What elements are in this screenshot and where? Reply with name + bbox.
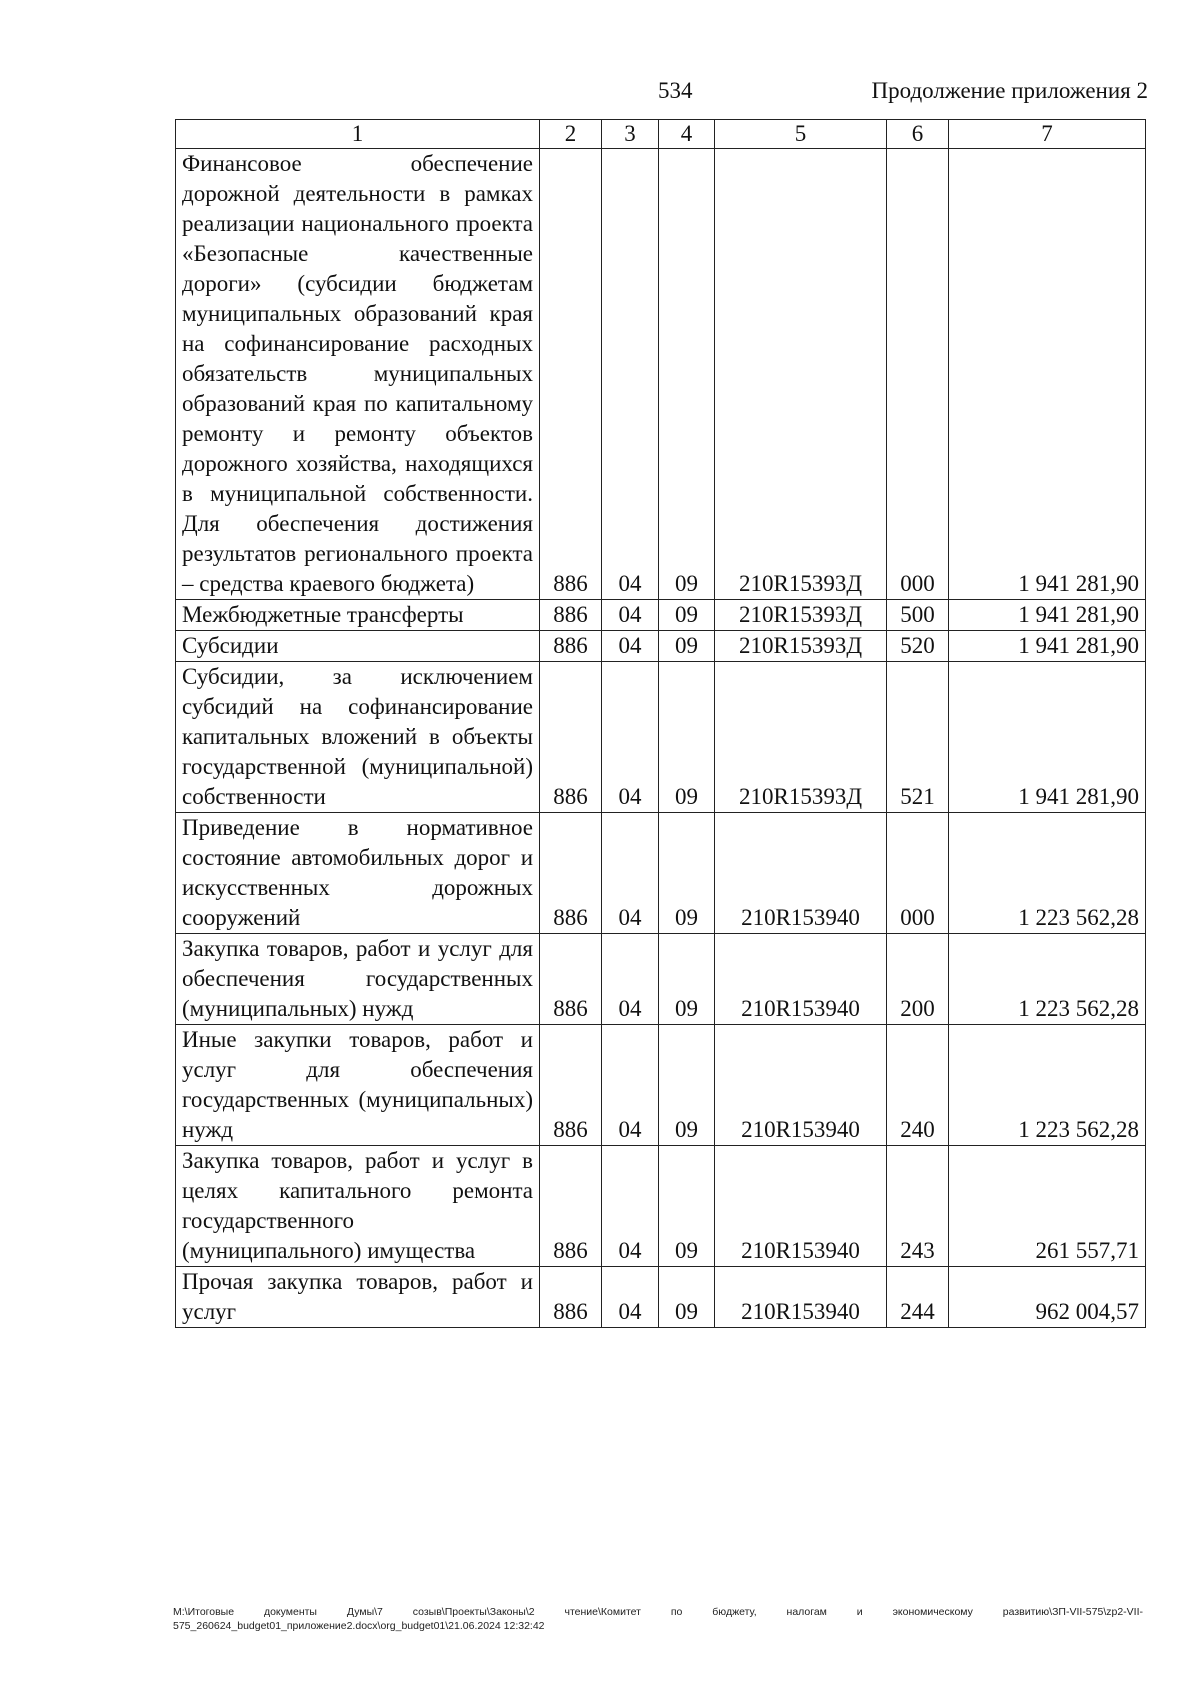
expense-type-code: 520 bbox=[887, 631, 949, 662]
document-file-path: M:\Итоговые документы Думы\7 созыв\Проекты\Законы\2 чтение\Комитет по бюджету, налогам и экономическому развитию\ЗП-VII-575\zp2-VII-575_260624_budget01_приложение2.docx\org_budget01\21.06.2024 12:32:42 bbox=[173, 1606, 1143, 1632]
column-header: 5 bbox=[715, 120, 887, 149]
column-header: 4 bbox=[659, 120, 715, 149]
expense-type-code: 521 bbox=[887, 662, 949, 813]
amount: 1 941 281,90 bbox=[949, 662, 1146, 813]
subsection-code: 09 bbox=[659, 149, 715, 600]
ministry-code: 886 bbox=[540, 149, 602, 600]
amount: 1 223 562,28 bbox=[949, 1025, 1146, 1146]
expense-type-code: 240 bbox=[887, 1025, 949, 1146]
column-number-row bbox=[176, 120, 1146, 149]
subsection-code: 09 bbox=[659, 631, 715, 662]
expense-name: Субсидии bbox=[176, 631, 540, 662]
target-code: 210R153940 bbox=[715, 813, 887, 934]
ministry-code: 886 bbox=[540, 1025, 602, 1146]
table-row bbox=[176, 1267, 1146, 1328]
section-code: 04 bbox=[602, 631, 659, 662]
target-code: 210R153940 bbox=[715, 1146, 887, 1267]
section-code: 04 bbox=[602, 149, 659, 600]
section-code: 04 bbox=[602, 1025, 659, 1146]
column-header: 3 bbox=[602, 120, 659, 149]
expense-type-code: 000 bbox=[887, 813, 949, 934]
expense-name: Приведение в нормативное состояние автомобильных дорог и искусственных дорожных сооружений bbox=[176, 813, 540, 934]
section-code: 04 bbox=[602, 662, 659, 813]
amount: 1 223 562,28 bbox=[949, 934, 1146, 1025]
expense-name: Закупка товаров, работ и услуг в целях капитального ремонта государственного (муниципального) имущества bbox=[176, 1146, 540, 1267]
table-row bbox=[176, 813, 1146, 934]
section-code: 04 bbox=[602, 1146, 659, 1267]
target-code: 210R15393Д bbox=[715, 600, 887, 631]
ministry-code: 886 bbox=[540, 662, 602, 813]
expense-name: Субсидии, за исключением субсидий на софинансирование капитальных вложений в объекты государственной (муниципальной) собственности bbox=[176, 662, 540, 813]
subsection-code: 09 bbox=[659, 1025, 715, 1146]
subsection-code: 09 bbox=[659, 662, 715, 813]
table-row bbox=[176, 662, 1146, 813]
target-code: 210R15393Д bbox=[715, 149, 887, 600]
expense-name: Прочая закупка товаров, работ и услуг bbox=[176, 1267, 540, 1328]
budget-table bbox=[175, 119, 1146, 1328]
expense-type-code: 243 bbox=[887, 1146, 949, 1267]
expense-name: Межбюджетные трансферты bbox=[176, 600, 540, 631]
amount: 261 557,71 bbox=[949, 1146, 1146, 1267]
ministry-code: 886 bbox=[540, 1267, 602, 1328]
column-header: 1 bbox=[176, 120, 540, 149]
ministry-code: 886 bbox=[540, 1146, 602, 1267]
expense-name: Иные закупки товаров, работ и услуг для обеспечения государственных (муниципальных) нужд bbox=[176, 1025, 540, 1146]
column-header: 2 bbox=[540, 120, 602, 149]
table-row bbox=[176, 1146, 1146, 1267]
amount: 962 004,57 bbox=[949, 1267, 1146, 1328]
ministry-code: 886 bbox=[540, 934, 602, 1025]
ministry-code: 886 bbox=[540, 813, 602, 934]
expense-type-code: 500 bbox=[887, 600, 949, 631]
continuation-heading: Продолжение приложения 2 bbox=[871, 78, 1148, 103]
expense-type-code: 000 bbox=[887, 149, 949, 600]
table-row bbox=[176, 1025, 1146, 1146]
subsection-code: 09 bbox=[659, 1267, 715, 1328]
page-number: 534 bbox=[658, 78, 693, 103]
table-row bbox=[176, 149, 1146, 600]
amount: 1 941 281,90 bbox=[949, 631, 1146, 662]
target-code: 210R153940 bbox=[715, 1267, 887, 1328]
amount: 1 223 562,28 bbox=[949, 813, 1146, 934]
amount: 1 941 281,90 bbox=[949, 600, 1146, 631]
column-header: 7 bbox=[949, 120, 1146, 149]
target-code: 210R15393Д bbox=[715, 631, 887, 662]
target-code: 210R153940 bbox=[715, 1025, 887, 1146]
subsection-code: 09 bbox=[659, 600, 715, 631]
column-header: 6 bbox=[887, 120, 949, 149]
table-row bbox=[176, 934, 1146, 1025]
target-code: 210R153940 bbox=[715, 934, 887, 1025]
target-code: 210R15393Д bbox=[715, 662, 887, 813]
ministry-code: 886 bbox=[540, 600, 602, 631]
subsection-code: 09 bbox=[659, 813, 715, 934]
subsection-code: 09 bbox=[659, 1146, 715, 1267]
section-code: 04 bbox=[602, 813, 659, 934]
ministry-code: 886 bbox=[540, 631, 602, 662]
subsection-code: 09 bbox=[659, 934, 715, 1025]
amount: 1 941 281,90 bbox=[949, 149, 1146, 600]
table-row bbox=[176, 600, 1146, 631]
expense-name: Закупка товаров, работ и услуг для обеспечения государственных (муниципальных) нужд bbox=[176, 934, 540, 1025]
section-code: 04 bbox=[602, 934, 659, 1025]
section-code: 04 bbox=[602, 600, 659, 631]
expense-type-code: 200 bbox=[887, 934, 949, 1025]
expense-type-code: 244 bbox=[887, 1267, 949, 1328]
table-row bbox=[176, 631, 1146, 662]
expense-name: Финансовое обеспечение дорожной деятельности в рамках реализации национального проекта «Безопасные качественные дороги» (субсидии бюджетам муниципальных образований края на софинансирование расходных обязательств муниципальных образований края по капитальному ремонту и ремонту объектов дорожного хозяйства, находящихся в муниципальной собственности. Для обеспечения достижения результатов регионального проекта – средства краевого бюджета) bbox=[176, 149, 540, 600]
section-code: 04 bbox=[602, 1267, 659, 1328]
